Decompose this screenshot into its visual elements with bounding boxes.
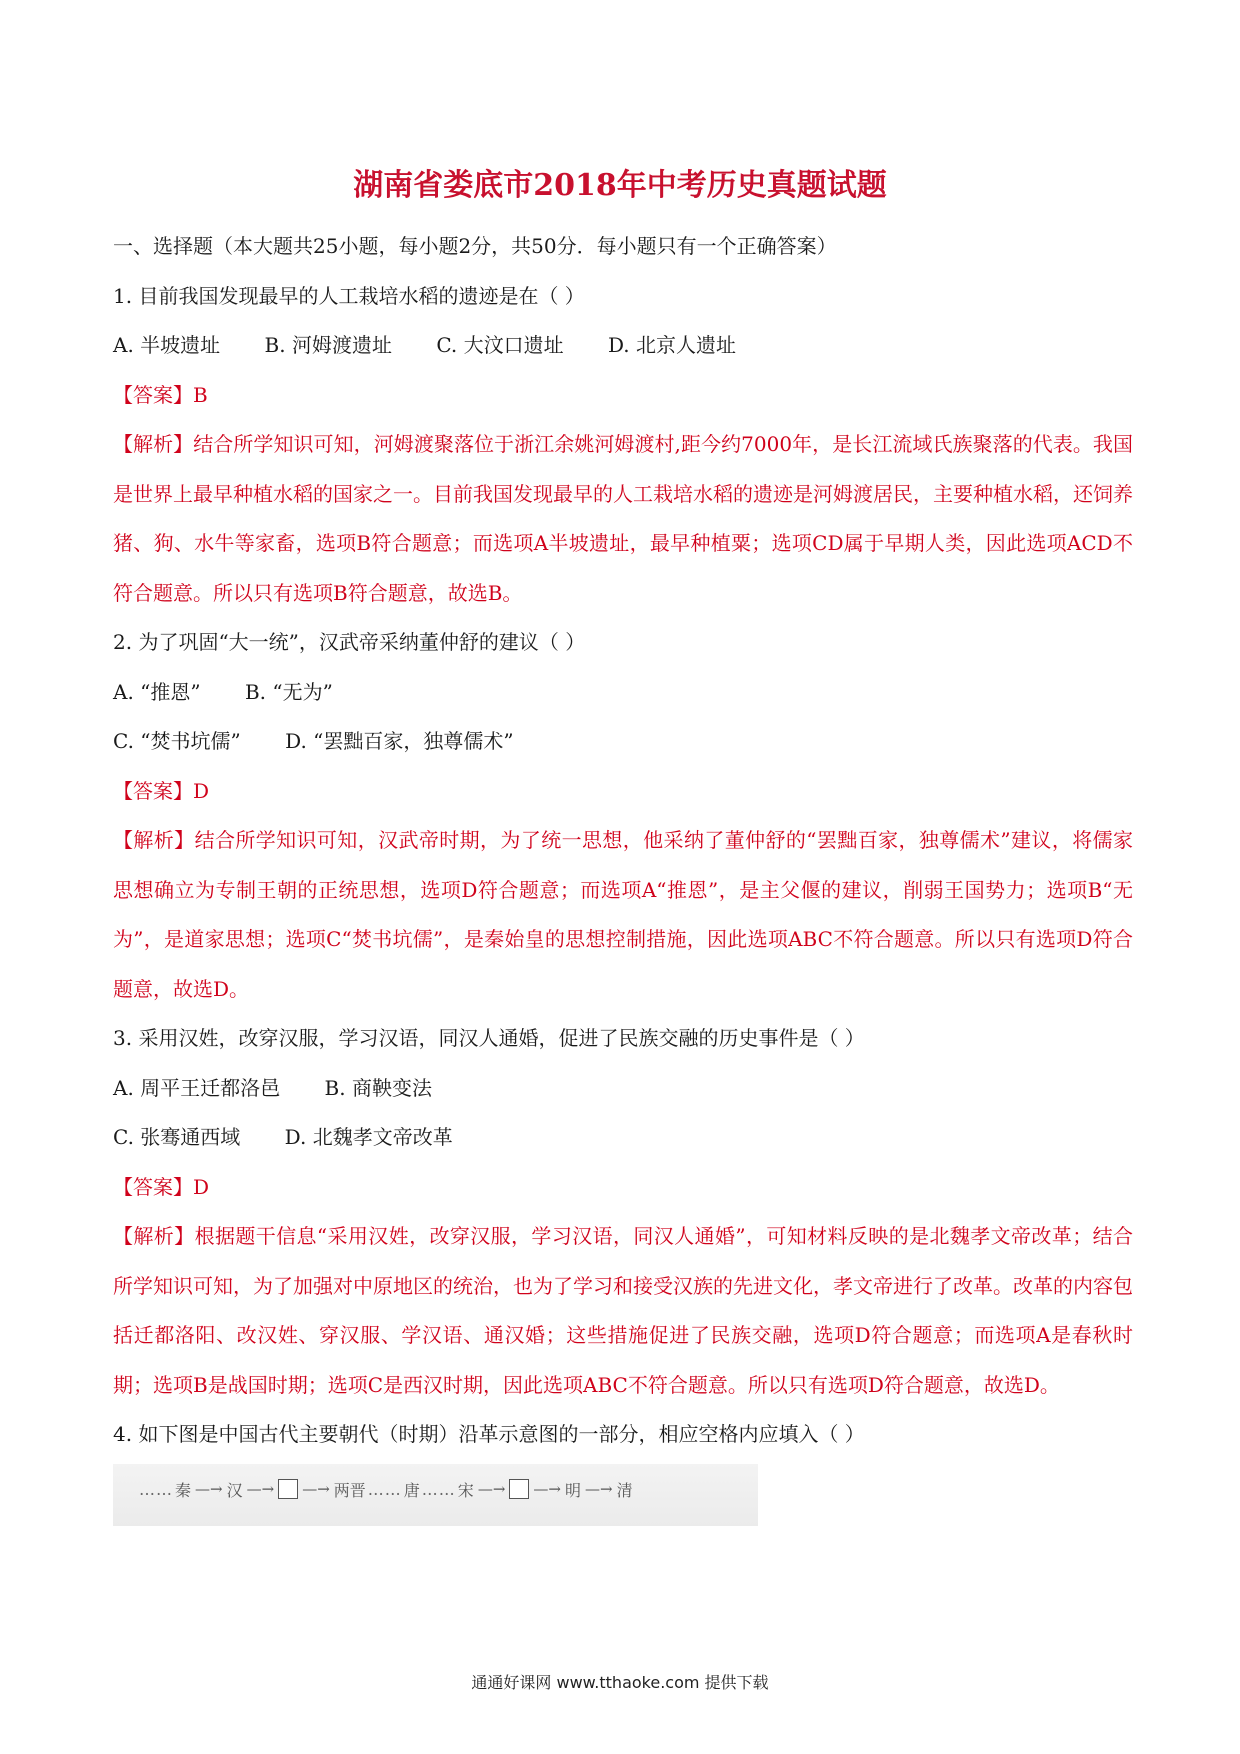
question-3-analysis: 【解析】根据题干信息“采用汉姓，改穿汉服，学习汉语，同汉人通婚”，可知材料反映的是北魏孝文帝改革；结合所学知识可知，为了加强对中原地区的统治，也为了学习和接受汉族的先进文化，孝文帝进行了改革。改革的内容包括迁都洛阳、改汉姓、穿汉服、学汉语、通汉婚；这些措施促进了民族交融，选项D符合题意；而选项A是春秋时期；选项B是战国时期；选项C是西汉时期，因此选项ABC不符合题意。所以只有选项D符合题意，故选D。 <box>113 1224 1133 1397</box>
arrow-icon: —→ <box>195 1480 223 1498</box>
option-a: A. 周平王迁都洛邑 <box>113 1075 281 1100</box>
dynasty-qin: 秦 <box>175 1480 192 1500</box>
option-b: B. “无为” <box>244 679 333 704</box>
document-body <box>113 222 1133 1526</box>
option-a: A. “推恩” <box>113 679 201 704</box>
question-3-answer: 【答案】D <box>113 1174 210 1199</box>
option-a: A. 半坡遗址 <box>113 333 221 357</box>
question-3-options-row1 <box>113 1064 1133 1114</box>
ellipsis: …… <box>421 1479 456 1499</box>
option-c: C. 大汶口遗址 <box>436 333 564 357</box>
question-2-options-row2 <box>113 717 1133 767</box>
question-1-analysis: 【解析】结合所学知识可知，河姆渡聚落位于浙江余姚河姆渡村,距今约7000年，是长江流域氏族聚落的代表。我国是世界上最早种植水稻的国家之一。目前我国发现最早的人工栽培水稻的遗迹是河姆渡居民，主要种植水稻，还饲养猪、狗、水牛等家畜，选项B符合题意；而选项A半坡遗址，最早种植粟；选项CD属于早期人类，因此选项ACD不符合题意。所以只有选项B符合题意，故选B。 <box>113 432 1133 605</box>
dynasty-han: 汉 <box>226 1480 243 1500</box>
question-1-options <box>113 321 1133 371</box>
question-4-stem: 4. 如下图是中国古代主要朝代（时期）沿革示意图的一部分，相应空格内应填入（ ） <box>113 1422 865 1446</box>
option-b: B. 河姆渡遗址 <box>264 333 392 357</box>
option-c: C. 张骞通西域 <box>113 1125 241 1149</box>
dynasty-tang: 唐 <box>403 1480 420 1500</box>
dynasty-liangjin: 两晋 <box>333 1480 366 1500</box>
option-d: D. “罢黜百家，独尊儒术” <box>285 729 514 753</box>
arrow-icon: —→ <box>246 1480 275 1498</box>
ellipsis: …… <box>367 1479 402 1499</box>
dynasty-ming: 明 <box>564 1480 581 1500</box>
arrow-icon: —→ <box>533 1480 561 1498</box>
ellipsis: …… <box>139 1479 173 1499</box>
question-2-analysis: 【解析】结合所学知识可知，汉武帝时期，为了统一思想，他采纳了董仲舒的“罢黜百家，独尊儒术”建议，将儒家思想确立为专制王朝的正统思想，选项D符合题意；而选项A“推恩”，是主父偃的建议，削弱王国势力；选项B“无为”，是道家思想；选项C“焚书坑儒”，是秦始皇的思想控制措施，因此选项ABC不符合题意。所以只有选项D符合题意，故选D。 <box>113 828 1133 1001</box>
question-3-stem: 3. 采用汉姓，改穿汉服，学习汉语，同汉人通婚，促进了民族交融的历史事件是（ ） <box>113 1026 865 1050</box>
page-footer: 通通好课网 www.tthaoke.com 提供下载 <box>471 1673 769 1692</box>
blank-box-2 <box>509 1479 529 1499</box>
dynasty-qing: 清 <box>616 1480 633 1500</box>
arrow-icon: —→ <box>584 1480 613 1498</box>
dynasty-chain <box>137 1478 633 1501</box>
question-1-answer: 【答案】B <box>113 382 208 407</box>
option-b: B. 商鞅变法 <box>324 1075 432 1100</box>
question-2-options-row1 <box>113 668 1133 718</box>
section-heading: 一、选择题（本大题共25小题，每小题2分，共50分．每小题只有一个正确答案） <box>113 234 837 258</box>
dynasty-chain-figure <box>113 1464 758 1526</box>
option-c: C. “焚书坑儒” <box>113 729 241 753</box>
arrow-icon: —→ <box>477 1480 506 1498</box>
question-2-stem: 2. 为了巩固“大一统”，汉武帝采纳董仲舒的建议（ ） <box>113 630 586 654</box>
dynasty-song: 宋 <box>457 1480 474 1500</box>
question-2-answer: 【答案】D <box>113 778 210 803</box>
page-title: 湖南省娄底市2018年中考历史真题试题 <box>353 168 887 203</box>
arrow-icon: —→ <box>302 1480 330 1498</box>
option-d: D. 北魏孝文帝改革 <box>284 1125 453 1149</box>
question-1-stem: 1. 目前我国发现最早的人工栽培水稻的遗迹是在（ ） <box>113 283 585 308</box>
blank-box-1 <box>278 1479 298 1499</box>
question-3-options-row2 <box>113 1113 1133 1163</box>
option-d: D. 北京人遗址 <box>607 333 737 357</box>
